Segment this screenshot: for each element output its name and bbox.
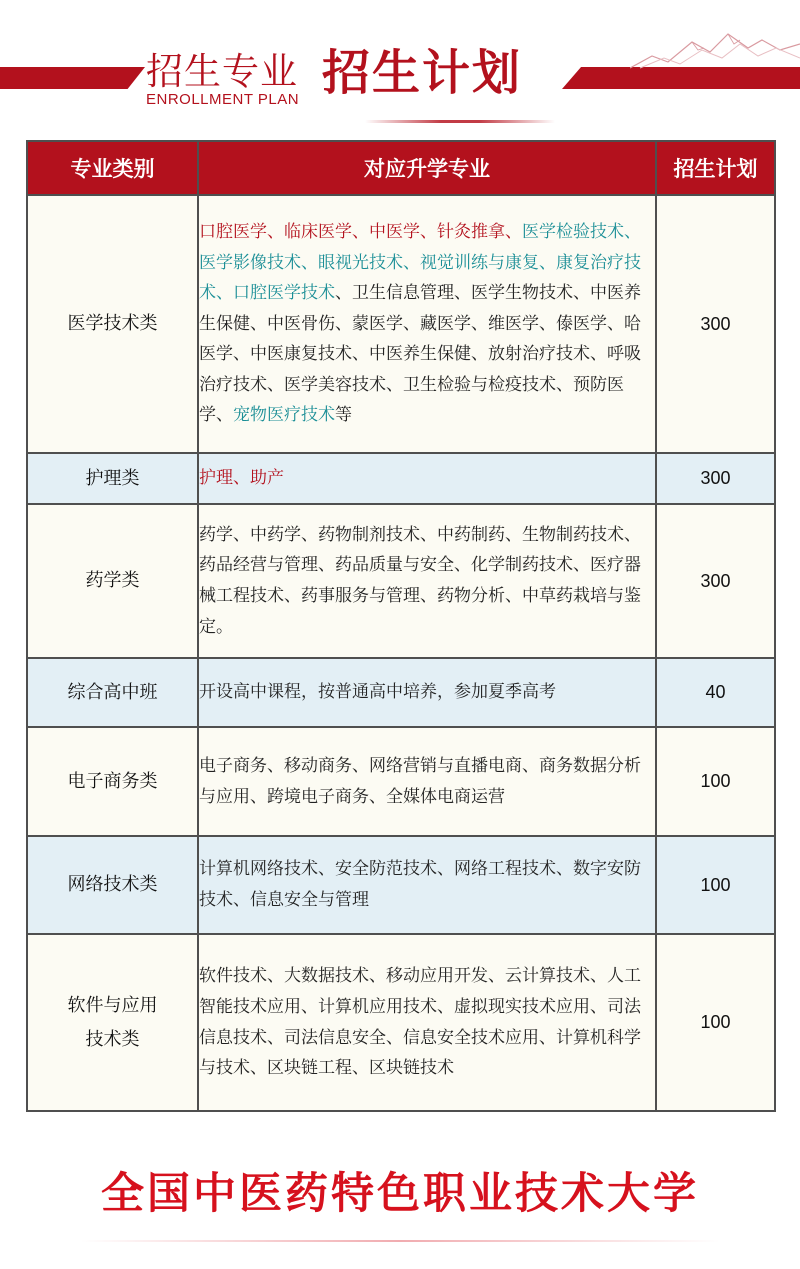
row-majors: [198, 453, 656, 504]
header-bar-right: [562, 67, 800, 89]
majors-segment: 等: [335, 405, 352, 426]
table-row: [27, 727, 775, 836]
row-plan: 100: [656, 836, 775, 934]
table-row: [27, 836, 775, 934]
majors-segment: 口腔医学、临床医学、中医学、针灸推拿、: [199, 221, 522, 242]
row-category: 医学技术类: [27, 195, 198, 453]
table-row: [27, 453, 775, 504]
majors-segment: 宠物医疗技术: [233, 405, 335, 426]
row-plan: 100: [656, 727, 775, 836]
row-majors: [198, 658, 656, 727]
row-plan: 300: [656, 453, 775, 504]
row-category: 药学类: [27, 504, 198, 658]
header-plan: 招生计划: [656, 141, 775, 195]
majors-segment: 医学检验技术、医学影像技术、眼视光技术、视觉训练与康复、康复治疗技术、口腔医学技术: [199, 221, 641, 304]
row-category: 综合高中班: [27, 658, 198, 727]
header-subtitle: ENROLLMENT PLAN: [146, 91, 300, 108]
majors-segment: 、卫生信息管理、医学生物技术、中医养生保健、中医骨伤、蒙医学、藏医学、维医学、傣医学、哈医学、中医康复技术、中医养生保健、放射治疗技术、呼吸治疗技术、医学美容技术、卫生检验与检疫技术、预防医学、: [199, 283, 641, 426]
table-row: [27, 504, 775, 658]
footer-divider: [80, 1240, 720, 1242]
majors-segment: 电子商务、移动商务、网络营销与直播电商、商务数据分析与应用、跨境电子商务、全媒体电商运营: [199, 755, 641, 807]
header-title-light: 招生专业: [146, 50, 298, 93]
header-title-bold: 招生计划: [322, 45, 523, 101]
row-category: 软件与应用 技术类: [27, 934, 198, 1111]
page-header: [0, 0, 800, 135]
enrollment-plan-table: [26, 140, 776, 1112]
majors-segment: 药学、中药学、药物制剂技术、中药制药、生物制药技术、药品经营与管理、药品质量与安全、化学制药技术、医疗器械工程技术、药事服务与管理、药物分析、中草药栽培与鉴定。: [199, 524, 641, 637]
row-plan: 300: [656, 504, 775, 658]
row-majors: [198, 727, 656, 836]
mountain-decoration-icon: [630, 28, 800, 70]
table-row: [27, 934, 775, 1111]
majors-segment: 软件技术、大数据技术、移动应用开发、云计算技术、人工智能技术应用、计算机应用技术、虚拟现实技术应用、司法信息技术、司法信息安全、信息安全技术应用、计算机科学与技术、区块链工程、区块链技术: [199, 966, 641, 1079]
majors-segment: 护理、助产: [199, 468, 284, 489]
header-bar-left: [0, 67, 145, 89]
row-category: 电子商务类: [27, 727, 198, 836]
footer-slogan: 全国中医药特色职业技术大学: [101, 1169, 699, 1219]
header-majors: 对应升学专业: [198, 141, 656, 195]
row-category: 网络技术类: [27, 836, 198, 934]
row-plan: 40: [656, 658, 775, 727]
row-majors: [198, 934, 656, 1111]
table-header-row: [27, 141, 775, 195]
majors-segment: 计算机网络技术、安全防范技术、网络工程技术、数字安防技术、信息安全与管理: [199, 859, 641, 910]
row-category: 护理类: [27, 453, 198, 504]
header-underline: [365, 120, 555, 123]
row-majors: [198, 504, 656, 658]
row-plan: 100: [656, 934, 775, 1111]
table-row: [27, 195, 775, 453]
row-plan: 300: [656, 195, 775, 453]
row-majors: [198, 836, 656, 934]
row-majors: [198, 195, 656, 453]
majors-segment: 开设高中课程，按普通高中培养，参加夏季高考: [199, 682, 556, 703]
header-category: 专业类别: [27, 141, 198, 195]
table-row: [27, 658, 775, 727]
